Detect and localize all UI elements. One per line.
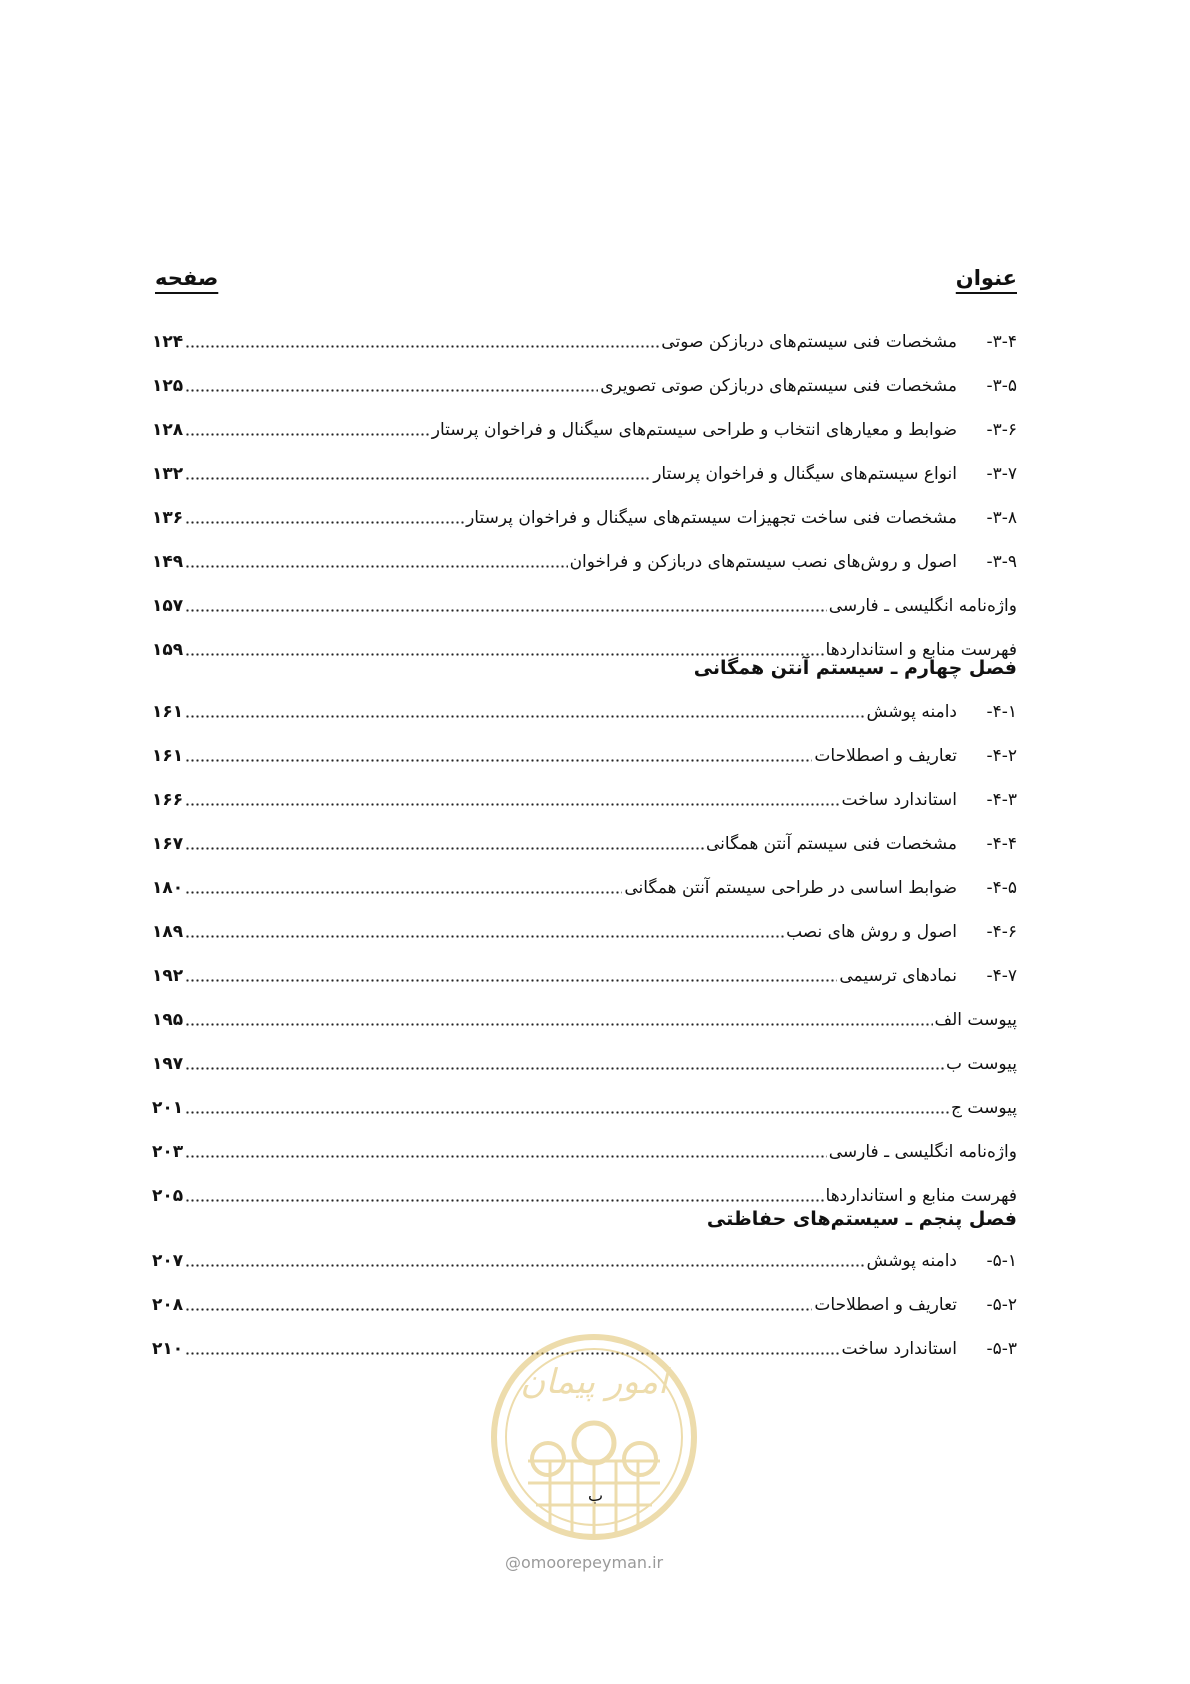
chapter-5-title: فصل پنجم ـ سیستم‌های حفاظتی [706,1208,1017,1230]
dot-leader [185,935,784,938]
toc-title: مشخصات فنی سیستم‌های دربازکن صوتی تصویری [600,376,957,396]
toc-page-number: ۱۹۵ [152,1010,184,1030]
toc-page-number: ۲۰۸ [152,1295,184,1315]
dot-leader [185,1111,949,1114]
dot-leader [185,759,812,762]
toc-row [152,998,1017,1042]
toc-title: واژه‌نامه انگلیسی ـ فارسی [828,596,1017,616]
toc-page-number: ۲۱۰ [152,1339,184,1359]
dot-leader [185,521,464,524]
dot-leader [185,433,430,436]
toc-page-number: ۱۳۲ [152,464,184,484]
toc-row [152,954,1017,998]
toc-row [152,778,1017,822]
dot-leader [185,1199,823,1202]
toc-title: پیوست ب [946,1054,1017,1074]
toc-page-number: ۱۹۷ [152,1054,184,1074]
toc-title: انواع سیستم‌های سیگنال و فراخوان پرستار [653,464,957,484]
toc-page-number: ۲۰۷ [152,1251,184,1271]
seal-gear-left [532,1443,564,1475]
toc-page-number: ۱۳۶ [152,508,184,528]
chapter-4-title: فصل چهارم ـ سیستم آنتن همگانی [693,657,1017,679]
toc-number: ۴-۷- [986,966,1017,986]
toc-row [152,408,1017,452]
dot-leader [185,389,598,392]
dot-leader [185,1308,812,1311]
toc-page-number: ۱۸۰ [152,878,184,898]
toc-row [152,364,1017,408]
toc-page-number: ۱۶۱ [152,746,184,766]
toc-title: نمادهای ترسیمی [839,966,957,986]
toc-row [152,1130,1017,1174]
toc-row [152,690,1017,734]
toc-page-number: ۱۲۴ [152,332,184,352]
toc-number: ۴-۴- [986,834,1017,854]
toc-row [152,734,1017,778]
toc-number: ۵-۲- [986,1295,1017,1315]
toc-title: مشخصات فنی سیستم آنتن همگانی [706,834,957,854]
toc-number: ۴-۶- [986,922,1017,942]
dot-leader [185,803,839,806]
toc-row [152,496,1017,540]
toc-number: ۴-۲- [986,746,1017,766]
toc-number: ۳-۷- [986,464,1017,484]
toc-title: پیوست الف [934,1010,1017,1030]
toc-title: ضوابط و معیارهای انتخاب و طراحی سیستم‌های سیگنال و فراخوان پرستار [431,420,957,440]
dot-leader [185,1067,944,1070]
dot-leader [185,1155,827,1158]
toc-title: اصول و روش های نصب [786,922,957,942]
toc-row [152,1239,1017,1283]
toc-title: دامنه پوشش [866,1251,957,1271]
toc-page-number: ۱۶۱ [152,702,184,722]
seal-text: امور پیمان [520,1362,668,1402]
toc-section-4 [152,690,1017,1218]
toc-page-number: ۱۹۲ [152,966,184,986]
toc-row [152,540,1017,584]
toc-title: مشخصات فنی سیستم‌های دربازکن صوتی [661,332,957,352]
toc-title: فهرست منابع و استانداردها [825,640,1017,660]
toc-row [152,1042,1017,1086]
toc-page-number: ۱۶۷ [152,834,184,854]
toc-row [152,452,1017,496]
toc-number: ۵-۳- [986,1339,1017,1359]
toc-title: فهرست منابع و استانداردها [825,1186,1017,1206]
dot-leader [185,345,659,348]
watermark-seal [488,1331,700,1543]
toc-row [152,584,1017,628]
toc-row [152,822,1017,866]
dot-leader [185,477,651,480]
toc-title: ضوابط اساسی در طراحی سیستم آنتن همگانی [624,878,957,898]
toc-page-number: ۲۰۵ [152,1186,184,1206]
dot-leader [185,1023,932,1026]
dot-leader [185,653,823,656]
dot-leader [185,565,567,568]
toc-number: ۳-۴- [986,332,1017,352]
toc-title: استاندارد ساخت [841,790,957,810]
toc-title: تعاریف و اصطلاحات [814,746,957,766]
toc-page-number: ۱۸۹ [152,922,184,942]
toc-row [152,1086,1017,1130]
toc-page-number: ۱۶۶ [152,790,184,810]
toc-row [152,866,1017,910]
toc-row [152,320,1017,364]
toc-page-number: ۱۲۵ [152,376,184,396]
toc-number: ۴-۱- [986,702,1017,722]
dot-leader [185,979,837,982]
toc-page-number: ۱۴۹ [152,552,184,572]
dot-leader [185,891,622,894]
header-page-label: صفحه [155,266,219,290]
toc-title: پیوست ج [951,1098,1017,1118]
toc-page-number: ۲۰۱ [152,1098,184,1118]
toc-title: واژه‌نامه انگلیسی ـ فارسی [828,1142,1017,1162]
toc-number: ۵-۱- [986,1251,1017,1271]
toc-title: اصول و روش‌های نصب سیستم‌های دربازکن و فراخوان [569,552,957,572]
toc-number: ۳-۹- [986,552,1017,572]
dot-leader [185,609,827,612]
toc-title: دامنه پوشش [866,702,957,722]
toc-number: ۳-۸- [986,508,1017,528]
toc-row [152,910,1017,954]
toc-number: ۴-۳- [986,790,1017,810]
toc-page-number: ۱۵۹ [152,640,184,660]
toc-page-number: ۲۰۳ [152,1142,184,1162]
toc-page-number: ۱۵۷ [152,596,184,616]
dot-leader [185,715,864,718]
watermark-site: @omoorepeyman.ir [505,1553,664,1572]
dot-leader [185,1264,864,1267]
toc-title: مشخصات فنی ساخت تجهیزات سیستم‌های سیگنال و فراخوان پرستار [466,508,957,528]
toc-title: استاندارد ساخت [841,1339,957,1359]
header-title-label: عنوان [955,266,1017,290]
toc-section-3 [152,320,1017,672]
dot-leader [185,847,704,850]
toc-row [152,1283,1017,1327]
toc-number: ۴-۵- [986,878,1017,898]
toc-number: ۳-۶- [986,420,1017,440]
toc-title: تعاریف و اصطلاحات [814,1295,957,1315]
seal-gear-center [574,1423,614,1463]
toc-number: ۳-۵- [986,376,1017,396]
seal-gear-right [624,1443,656,1475]
page-number: ب [588,1486,604,1505]
toc-page-number: ۱۲۸ [152,420,184,440]
